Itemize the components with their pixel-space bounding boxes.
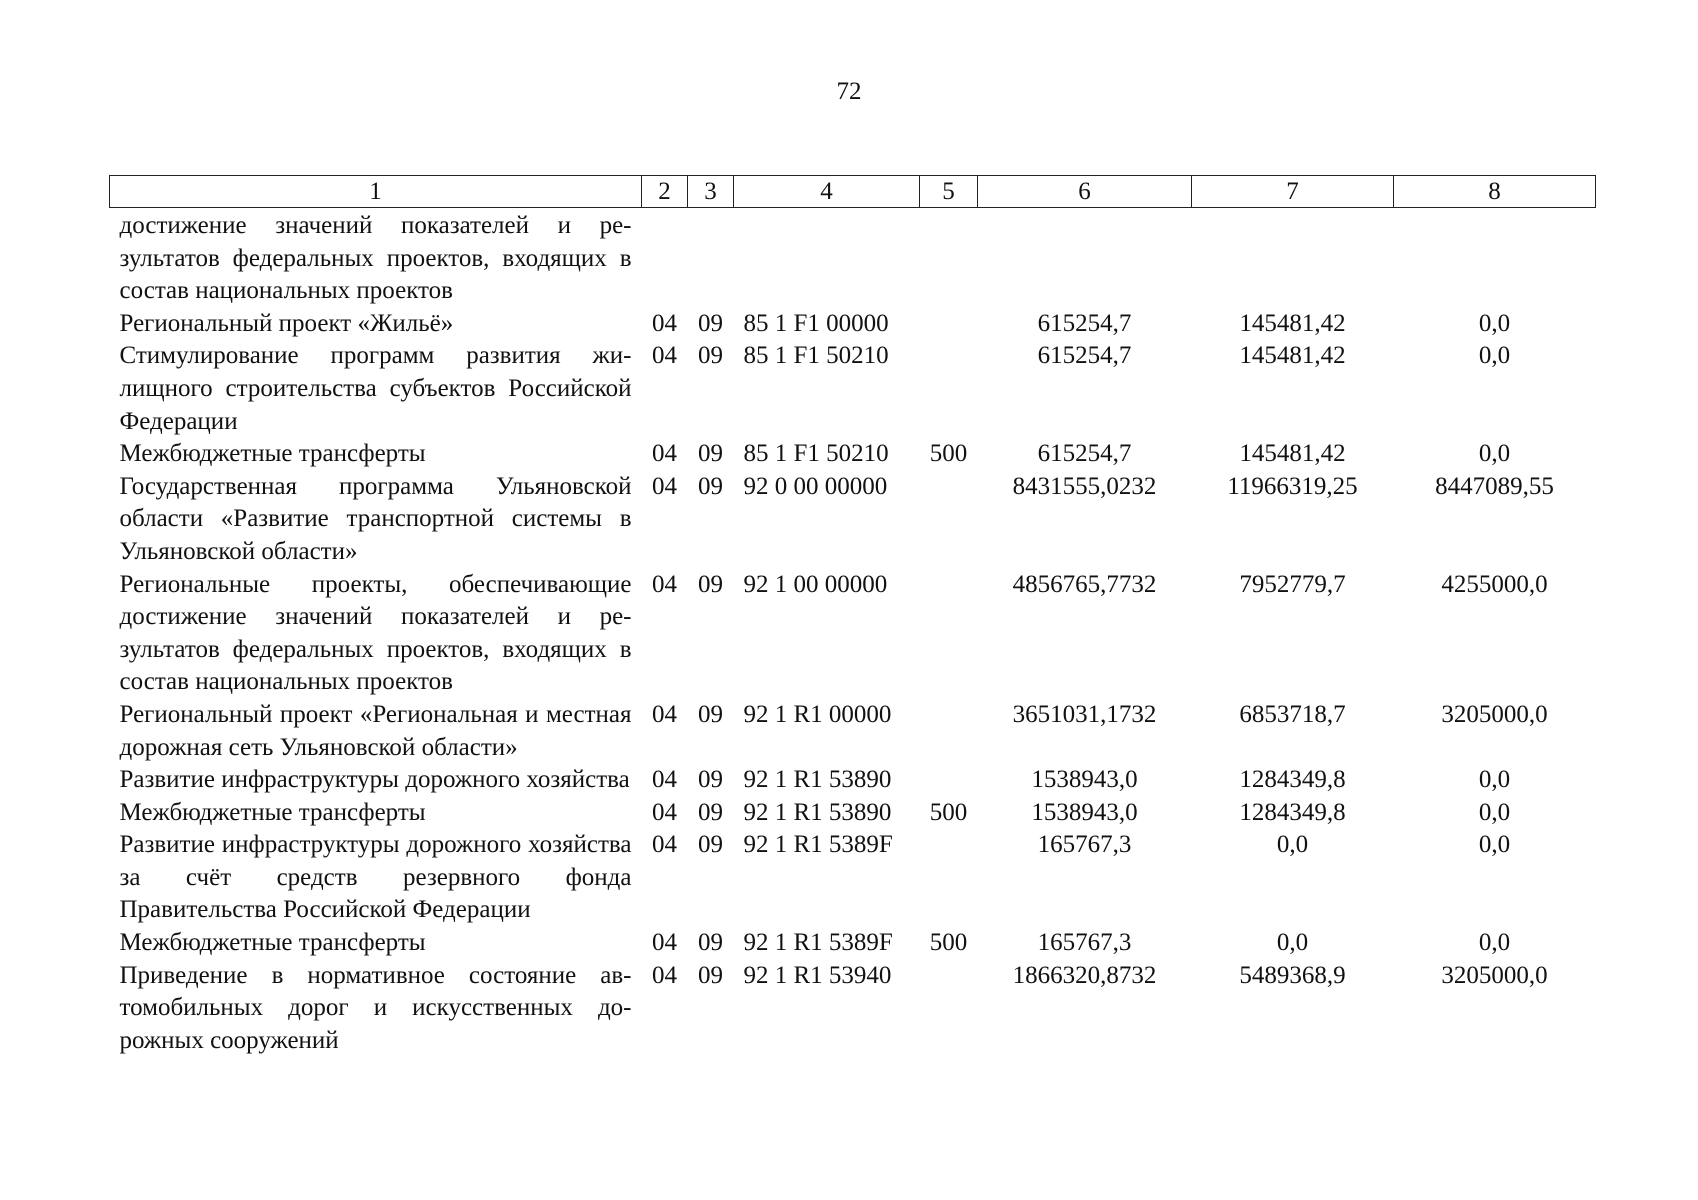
subsection-code-cell xyxy=(688,208,734,308)
amount-col8-cell: 8447089,55 xyxy=(1435,472,1554,500)
section-code-cell: 04 xyxy=(652,929,677,957)
amount-col6-cell xyxy=(978,208,1192,308)
target-code-cell: 92 1 R1 5389F xyxy=(743,929,893,957)
row-name-cell: достижение значений показателей и результатов федеральных проектов, входящих в состав национальных проектов xyxy=(119,212,632,305)
amount-col6-cell: 615254,7 xyxy=(1037,309,1132,337)
section-code-cell: 04 xyxy=(652,472,677,500)
table-row xyxy=(110,340,1596,438)
amount-col6-cell: 4856765,7732 xyxy=(1012,570,1157,598)
amount-col6-cell: 8431555,0232 xyxy=(1012,472,1157,500)
amount-col6-cell: 1538943,0 xyxy=(1031,798,1138,826)
amount-col8-cell: 3205000,0 xyxy=(1441,961,1548,989)
subsection-code-cell: 09 xyxy=(698,472,723,500)
expense-type-cell: 500 xyxy=(929,929,968,957)
row-name-cell: Региональный проект «Региональная и местная дорожная сеть Ульяновской области» xyxy=(119,700,632,761)
amount-col6-cell: 165767,3 xyxy=(1037,929,1132,957)
section-code-cell: 04 xyxy=(652,766,677,794)
amount-col6-cell: 3651031,1732 xyxy=(1012,700,1157,728)
amount-col6-cell: 615254,7 xyxy=(1037,342,1132,370)
section-code-cell: 04 xyxy=(652,961,677,989)
page-number: 72 xyxy=(836,78,862,105)
expense-type-cell xyxy=(920,471,978,569)
amount-col8-cell: 0,0 xyxy=(1478,766,1511,794)
amount-col8-cell: 0,0 xyxy=(1478,309,1511,337)
table-row xyxy=(110,699,1596,764)
amount-col7-cell: 145481,42 xyxy=(1239,440,1346,468)
table-row xyxy=(110,569,1596,699)
amount-col7-cell: 0,0 xyxy=(1276,929,1309,957)
expense-type-cell xyxy=(920,699,978,764)
table-row xyxy=(110,208,1596,308)
target-code-cell: 85 1 F1 50210 xyxy=(743,342,889,370)
target-code-cell: 85 1 F1 00000 xyxy=(743,309,889,337)
subsection-code-cell: 09 xyxy=(698,961,723,989)
table-row xyxy=(110,764,1596,797)
expense-type-cell: 500 xyxy=(929,798,968,826)
table-row xyxy=(110,829,1596,927)
section-code-cell: 04 xyxy=(652,798,677,826)
target-code-cell xyxy=(734,208,920,308)
amount-col8-cell xyxy=(1394,208,1596,308)
amount-col8-cell: 4255000,0 xyxy=(1441,570,1548,598)
amount-col6-cell: 1538943,0 xyxy=(1031,766,1138,794)
subsection-code-cell: 09 xyxy=(698,570,723,598)
target-code-cell: 92 1 R1 00000 xyxy=(743,700,892,728)
amount-col7-cell: 6853718,7 xyxy=(1239,700,1346,728)
subsection-code-cell: 09 xyxy=(698,929,723,957)
amount-col8-cell: 0,0 xyxy=(1478,342,1511,370)
table-header-row xyxy=(110,176,1596,208)
table-row xyxy=(110,308,1596,341)
subsection-code-cell: 09 xyxy=(698,342,723,370)
target-code-cell: 92 1 R1 53940 xyxy=(743,961,892,989)
row-name-cell: Межбюджетные трансферты xyxy=(119,798,426,826)
table-row xyxy=(110,438,1596,471)
column-header-6: 6 xyxy=(978,176,1192,208)
section-code-cell: 04 xyxy=(652,570,677,598)
section-code-cell: 04 xyxy=(652,831,677,859)
row-name-cell: Региональный проект «Жильё» xyxy=(119,309,454,337)
subsection-code-cell: 09 xyxy=(698,700,723,728)
section-code-cell xyxy=(642,208,688,308)
expense-type-cell xyxy=(920,569,978,699)
target-code-cell: 92 1 R1 5389F xyxy=(743,831,893,859)
amount-col7-cell: 145481,42 xyxy=(1239,309,1346,337)
amount-col7-cell: 7952779,7 xyxy=(1239,570,1346,598)
expense-type-cell xyxy=(920,829,978,927)
section-code-cell: 04 xyxy=(652,342,677,370)
amount-col7-cell: 145481,42 xyxy=(1239,342,1346,370)
table-body xyxy=(110,208,1596,1058)
amount-col8-cell: 0,0 xyxy=(1478,831,1511,859)
subsection-code-cell: 09 xyxy=(698,831,723,859)
column-header-8: 8 xyxy=(1394,176,1596,208)
expense-type-cell xyxy=(920,960,978,1058)
row-name-cell: Государственная программа Ульяновской области «Развитие транспортной системы в Ульяновской области» xyxy=(119,472,632,565)
target-code-cell: 85 1 F1 50210 xyxy=(743,440,889,468)
column-header-3: 3 xyxy=(688,176,734,208)
column-header-1: 1 xyxy=(110,176,642,208)
amount-col7-cell: 5489368,9 xyxy=(1239,961,1346,989)
amount-col7-cell: 0,0 xyxy=(1276,831,1309,859)
column-header-4: 4 xyxy=(734,176,920,208)
expense-type-cell: 500 xyxy=(929,440,968,468)
amount-col8-cell: 3205000,0 xyxy=(1441,700,1548,728)
expense-type-cell xyxy=(920,764,978,797)
budget-table xyxy=(109,175,1596,1057)
amount-col6-cell: 615254,7 xyxy=(1037,440,1132,468)
table-row xyxy=(110,797,1596,830)
row-name-cell: Развитие инфраструктуры дорожного хозяйства xyxy=(119,766,630,794)
column-header-5: 5 xyxy=(920,176,978,208)
target-code-cell: 92 1 R1 53890 xyxy=(743,798,892,826)
subsection-code-cell: 09 xyxy=(698,766,723,794)
expense-type-cell xyxy=(920,208,978,308)
row-name-cell: Межбюджетные трансферты xyxy=(119,440,426,468)
table-row xyxy=(110,927,1596,960)
row-name-cell: Межбюджетные трансферты xyxy=(119,929,426,957)
row-name-cell: Региональные проекты, обеспечивающие достижение значений показателей и результатов федеральных проектов, входящих в состав национальных проектов xyxy=(119,570,632,696)
table-row xyxy=(110,471,1596,569)
amount-col7-cell xyxy=(1192,208,1394,308)
row-name-cell: Приведение в нормативное состояние автомобильных дорог и искусственных дорожных сооружений xyxy=(119,961,632,1054)
target-code-cell: 92 1 00 00000 xyxy=(743,570,888,598)
row-name-cell: Стимулирование программ развития жилищного строительства субъектов Российской Федерации xyxy=(119,342,632,435)
expense-type-cell xyxy=(920,308,978,341)
section-code-cell: 04 xyxy=(652,440,677,468)
amount-col7-cell: 11966319,25 xyxy=(1227,472,1358,500)
row-name-cell: Развитие инфраструктуры дорожного хозяйства за счёт средств резервного фонда Правительства Российской Федерации xyxy=(119,831,632,924)
subsection-code-cell: 09 xyxy=(698,798,723,826)
expense-type-cell xyxy=(920,340,978,438)
column-header-2: 2 xyxy=(642,176,688,208)
amount-col7-cell: 1284349,8 xyxy=(1239,798,1346,826)
subsection-code-cell: 09 xyxy=(698,440,723,468)
section-code-cell: 04 xyxy=(652,309,677,337)
amount-col6-cell: 1866320,8732 xyxy=(1012,961,1157,989)
amount-col8-cell: 0,0 xyxy=(1478,440,1511,468)
amount-col8-cell: 0,0 xyxy=(1478,798,1511,826)
target-code-cell: 92 1 R1 53890 xyxy=(743,766,892,794)
subsection-code-cell: 09 xyxy=(698,309,723,337)
section-code-cell: 04 xyxy=(652,700,677,728)
amount-col8-cell: 0,0 xyxy=(1478,929,1511,957)
amount-col7-cell: 1284349,8 xyxy=(1239,766,1346,794)
column-header-7: 7 xyxy=(1192,176,1394,208)
amount-col6-cell: 165767,3 xyxy=(1037,831,1132,859)
table-row xyxy=(110,960,1596,1058)
target-code-cell: 92 0 00 00000 xyxy=(743,472,888,500)
